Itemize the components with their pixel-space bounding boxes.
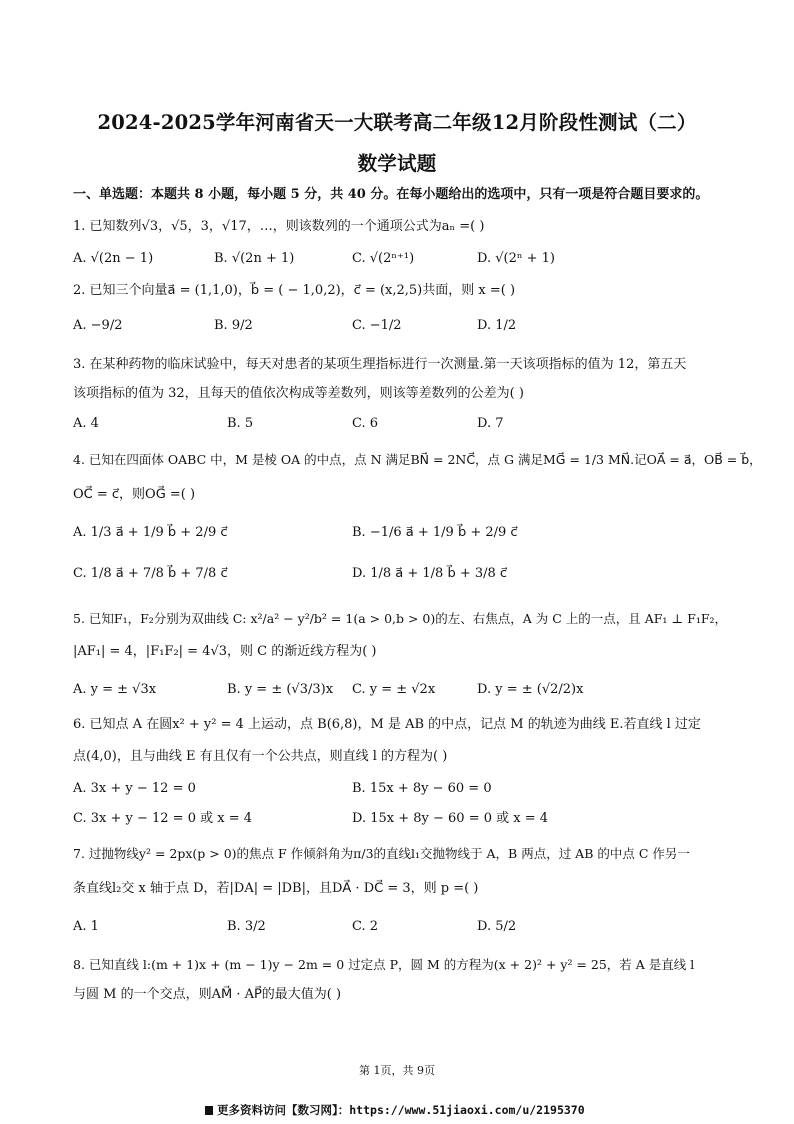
section-heading: 一、单选题：本题共 8 小题，每小题 5 分，共 40 分。在每小题给出的选项中，只有一项是符合题目要求的。 (73, 187, 709, 202)
footer-link[interactable] (205, 1102, 585, 1118)
q3-option-d: D. 7 (477, 416, 504, 431)
q5-option-c: C. y = ± √2x (352, 682, 436, 697)
question-1-stem: 1. 已知数列√3，√5，3，√17，…，则该数列的一个通项公式为aₙ =( ) (73, 219, 485, 234)
question-2-stem: 2. 已知三个向量a⃗ = (1,1,0)，b⃗ = ( − 1,0,2)，c⃗ = (x,2,5)共面，则 x =( ) (73, 283, 516, 298)
page-number: 第 1页，共 9页 (359, 1064, 435, 1077)
q3-option-b: B. 5 (227, 416, 254, 431)
q4-option-d: D. 1/8 a⃗ + 1/8 b⃗ + 3/8 c⃗ (352, 566, 508, 581)
q4-option-c: C. 1/8 a⃗ + 7/8 b⃗ + 7/8 c⃗ (73, 566, 228, 581)
flag-icon (205, 1106, 213, 1115)
q6-option-a: A. 3x + y − 12 = 0 (73, 781, 196, 796)
question-4-stem-line2: OC⃗ = c⃗，则OG⃗ =( ) (73, 487, 196, 502)
q1-option-d: D. √(2ⁿ + 1) (477, 251, 555, 266)
question-8-stem-line1: 8. 已知直线 l:(m + 1)x + (m − 1)y − 2m = 0 过定点 P，圆 M 的方程为(x + 2)² + y² = 25，若 A 是直线 l (73, 957, 695, 972)
q4-option-b: B. −1/6 a⃗ + 1/9 b⃗ + 2/9 c⃗ (352, 525, 518, 540)
q7-option-c: C. 2 (352, 919, 379, 934)
q6-option-c: C. 3x + y − 12 = 0 或 x = 4 (73, 811, 253, 826)
question-3-stem-line2: 该项指标的值为 32，且每天的值依次构成等差数列，则该等差数列的公差为( ) (73, 386, 524, 401)
question-7-stem-line2: 条直线l₂交 x 轴于点 D，若|DA| = |DB|，且DA⃗ · DC⃗ = 3，则 p =( ) (73, 881, 479, 896)
page-subtitle: 数学试题 (357, 152, 437, 175)
question-6-stem-line1: 6. 已知点 A 在圆x² + y² = 4 上运动，点 B(6,8)，M 是 AB 的中点，记点 M 的轨迹为曲线 E.若直线 l 过定 (73, 717, 701, 732)
q5-option-b: B. y = ± (√3/3)x (227, 682, 334, 697)
question-3-stem-line1: 3. 在某种药物的临床试验中，每天对患者的某项生理指标进行一次测量.第一天该项指标的值为 12，第五天 (73, 357, 687, 372)
q5-option-d: D. y = ± (√2/2)x (477, 682, 584, 697)
q7-option-b: B. 3/2 (227, 919, 266, 934)
q7-option-d: D. 5/2 (477, 919, 517, 934)
q6-option-b: B. 15x + 8y − 60 = 0 (352, 781, 492, 796)
q2-option-d: D. 1/2 (477, 318, 517, 333)
question-6-stem-line2: 点(4,0)，且与曲线 E 有且仅有一个公共点，则直线 l 的方程为( ) (73, 749, 448, 764)
q1-option-a: A. √(2n − 1) (73, 251, 154, 266)
q7-option-a: A. 1 (73, 919, 99, 934)
page-title: 2024-2025学年河南省天一大联考高二年级12月阶段性测试（二） (97, 111, 697, 134)
footer-link-text[interactable]: 更多资料访问【数习网】：https://www.51jiaoxi.com/u/2195370 (217, 1103, 585, 1117)
q4-option-a: A. 1/3 a⃗ + 1/9 b⃗ + 2/9 c⃗ (73, 525, 228, 540)
q2-option-b: B. 9/2 (214, 318, 253, 333)
question-5-stem-line2: |AF₁| = 4，|F₁F₂| = 4√3，则 C 的渐近线方程为( ) (73, 644, 377, 659)
q2-option-a: A. −9/2 (73, 318, 123, 333)
q1-option-c: C. √(2ⁿ⁺¹) (352, 251, 415, 266)
q3-option-a: A. 4 (73, 416, 99, 431)
q1-option-b: B. √(2n + 1) (214, 251, 295, 266)
question-7-stem-line1: 7. 过抛物线y² = 2px(p > 0)的焦点 F 作倾斜角为π/3的直线l₁交抛物线于 A，B 两点，过 AB 的中点 C 作另一 (73, 846, 690, 861)
question-4-stem-line1: 4. 已知在四面体 OABC 中，M 是棱 OA 的中点，点 N 满足BN⃗ = 2NC⃗，点 G 满足MG⃗ = 1/3 MN⃗.记OA⃗ = a⃗，OB⃗ = b⃗， (73, 452, 762, 467)
q6-option-d: D. 15x + 8y − 60 = 0 或 x = 4 (352, 811, 549, 826)
question-5-stem-line1: 5. 已知F₁，F₂分别为双曲线 C: x²/a² − y²/b² = 1(a > 0,b > 0)的左、右焦点，A 为 C 上的一点，且 AF₁ ⊥ F₁F₂， (73, 611, 728, 626)
q5-option-a: A. y = ± √3x (73, 682, 157, 697)
q2-option-c: C. −1/2 (352, 318, 402, 333)
question-8-stem-line2: 与圆 M 的一个交点，则AM⃗ · AP⃗的最大值为( ) (73, 987, 342, 1002)
q3-option-c: C. 6 (352, 416, 379, 431)
